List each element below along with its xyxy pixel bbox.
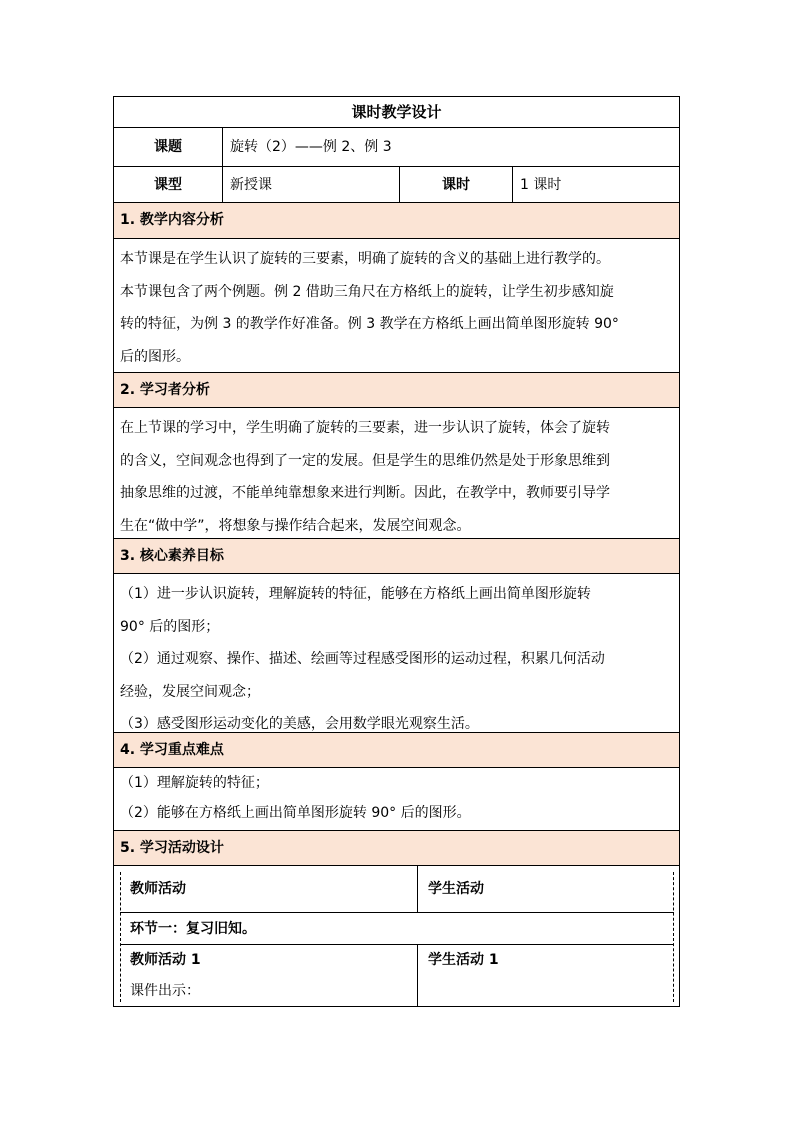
learner-analysis-body — [113, 408, 680, 539]
core-goals-line: 90° 后的图形； — [120, 618, 220, 635]
topic-value: 旋转（2）——例 2、例 3 — [222, 128, 679, 166]
activity-design-body — [113, 866, 680, 1007]
content-analysis-line: 本节课包含了两个例题。例 2 借助三角尺在方格纸上的旋转，让学生初步感知旋 — [120, 283, 614, 300]
core-goals-line: （1）进一步认识旋转，理解旋转的特征，能够在方格纸上画出简单图形旋转 — [120, 586, 591, 602]
core-goals-line: 经验，发展空间观念； — [120, 683, 260, 700]
learner-analysis-line: 的含义，空间观念也得到了一定的发展。但是学生的思维仍然是处于形象思维到 — [120, 452, 610, 469]
type-row — [113, 167, 680, 203]
content-analysis-line: 本节课是在学生认识了旋转的三要素，明确了旋转的含义的基础上进行教学的。 — [120, 251, 610, 267]
table-title: 课时教学设计 — [113, 96, 680, 128]
section-heading-learner-analysis: 2. 学习者分析 — [113, 373, 680, 408]
topic-label: 课题 — [154, 139, 182, 155]
inner-col-divider — [417, 944, 418, 1006]
inner-col-divider — [417, 866, 418, 912]
key-points-line: （1）理解旋转的特征； — [120, 775, 269, 791]
key-points-line: （2）能够在方格纸上画出简单图形旋转 90° 后的图形。 — [120, 805, 471, 821]
learner-analysis-line: 在上节课的学习中，学生明确了旋转的三要素，进一步认识了旋转，体会了旋转 — [120, 420, 610, 436]
topic-row — [113, 128, 680, 167]
student-activity-title: 学生活动 1 — [428, 952, 499, 968]
core-goals-line: （3）感受图形运动变化的美感，会用数学眼光观察生活。 — [120, 716, 479, 732]
core-goals-body — [113, 574, 680, 733]
learner-analysis-line: 生在“做中学”，将想象与操作结合起来，发展空间观念。 — [120, 517, 471, 534]
type-label: 课型 — [154, 177, 182, 193]
inner-hline — [120, 912, 674, 913]
content-analysis-line: 转的特征，为例 3 的教学作好准备。例 3 教学在方格纸上画出简单图形旋转 90° — [120, 316, 619, 332]
inner-hline — [120, 944, 674, 945]
section-heading-activity-design: 5. 学习活动设计 — [113, 831, 680, 866]
section-heading-key-points: 4. 学习重点难点 — [113, 733, 680, 768]
hours-value: 1 课时 — [512, 167, 679, 202]
stage-title: 环节一：复习旧知。 — [130, 921, 256, 937]
key-points-body — [113, 768, 680, 831]
type-value: 新授课 — [222, 167, 399, 202]
hours-label: 课时 — [399, 167, 512, 202]
section-heading-content-analysis: 1. 教学内容分析 — [113, 203, 680, 239]
core-goals-line: （2）通过观察、操作、描述、绘画等过程感受图形的运动过程，积累几何活动 — [120, 651, 605, 667]
student-column-header: 学生活动 — [428, 881, 484, 897]
content-analysis-line: 后的图形。 — [120, 348, 190, 365]
teacher-activity-title: 教师活动 1 — [130, 952, 201, 968]
teacher-column-header: 教师活动 — [130, 881, 186, 897]
content-analysis-body — [113, 239, 680, 373]
teacher-activity-note: 课件出示： — [130, 983, 200, 999]
section-heading-core-goals: 3. 核心素养目标 — [113, 539, 680, 574]
inner-right-border — [673, 872, 674, 1002]
learner-analysis-line: 抽象思维的过渡，不能单纯靠想象来进行判断。因此，在教学中，教师要引导学 — [120, 485, 610, 501]
inner-left-border — [120, 872, 121, 1002]
